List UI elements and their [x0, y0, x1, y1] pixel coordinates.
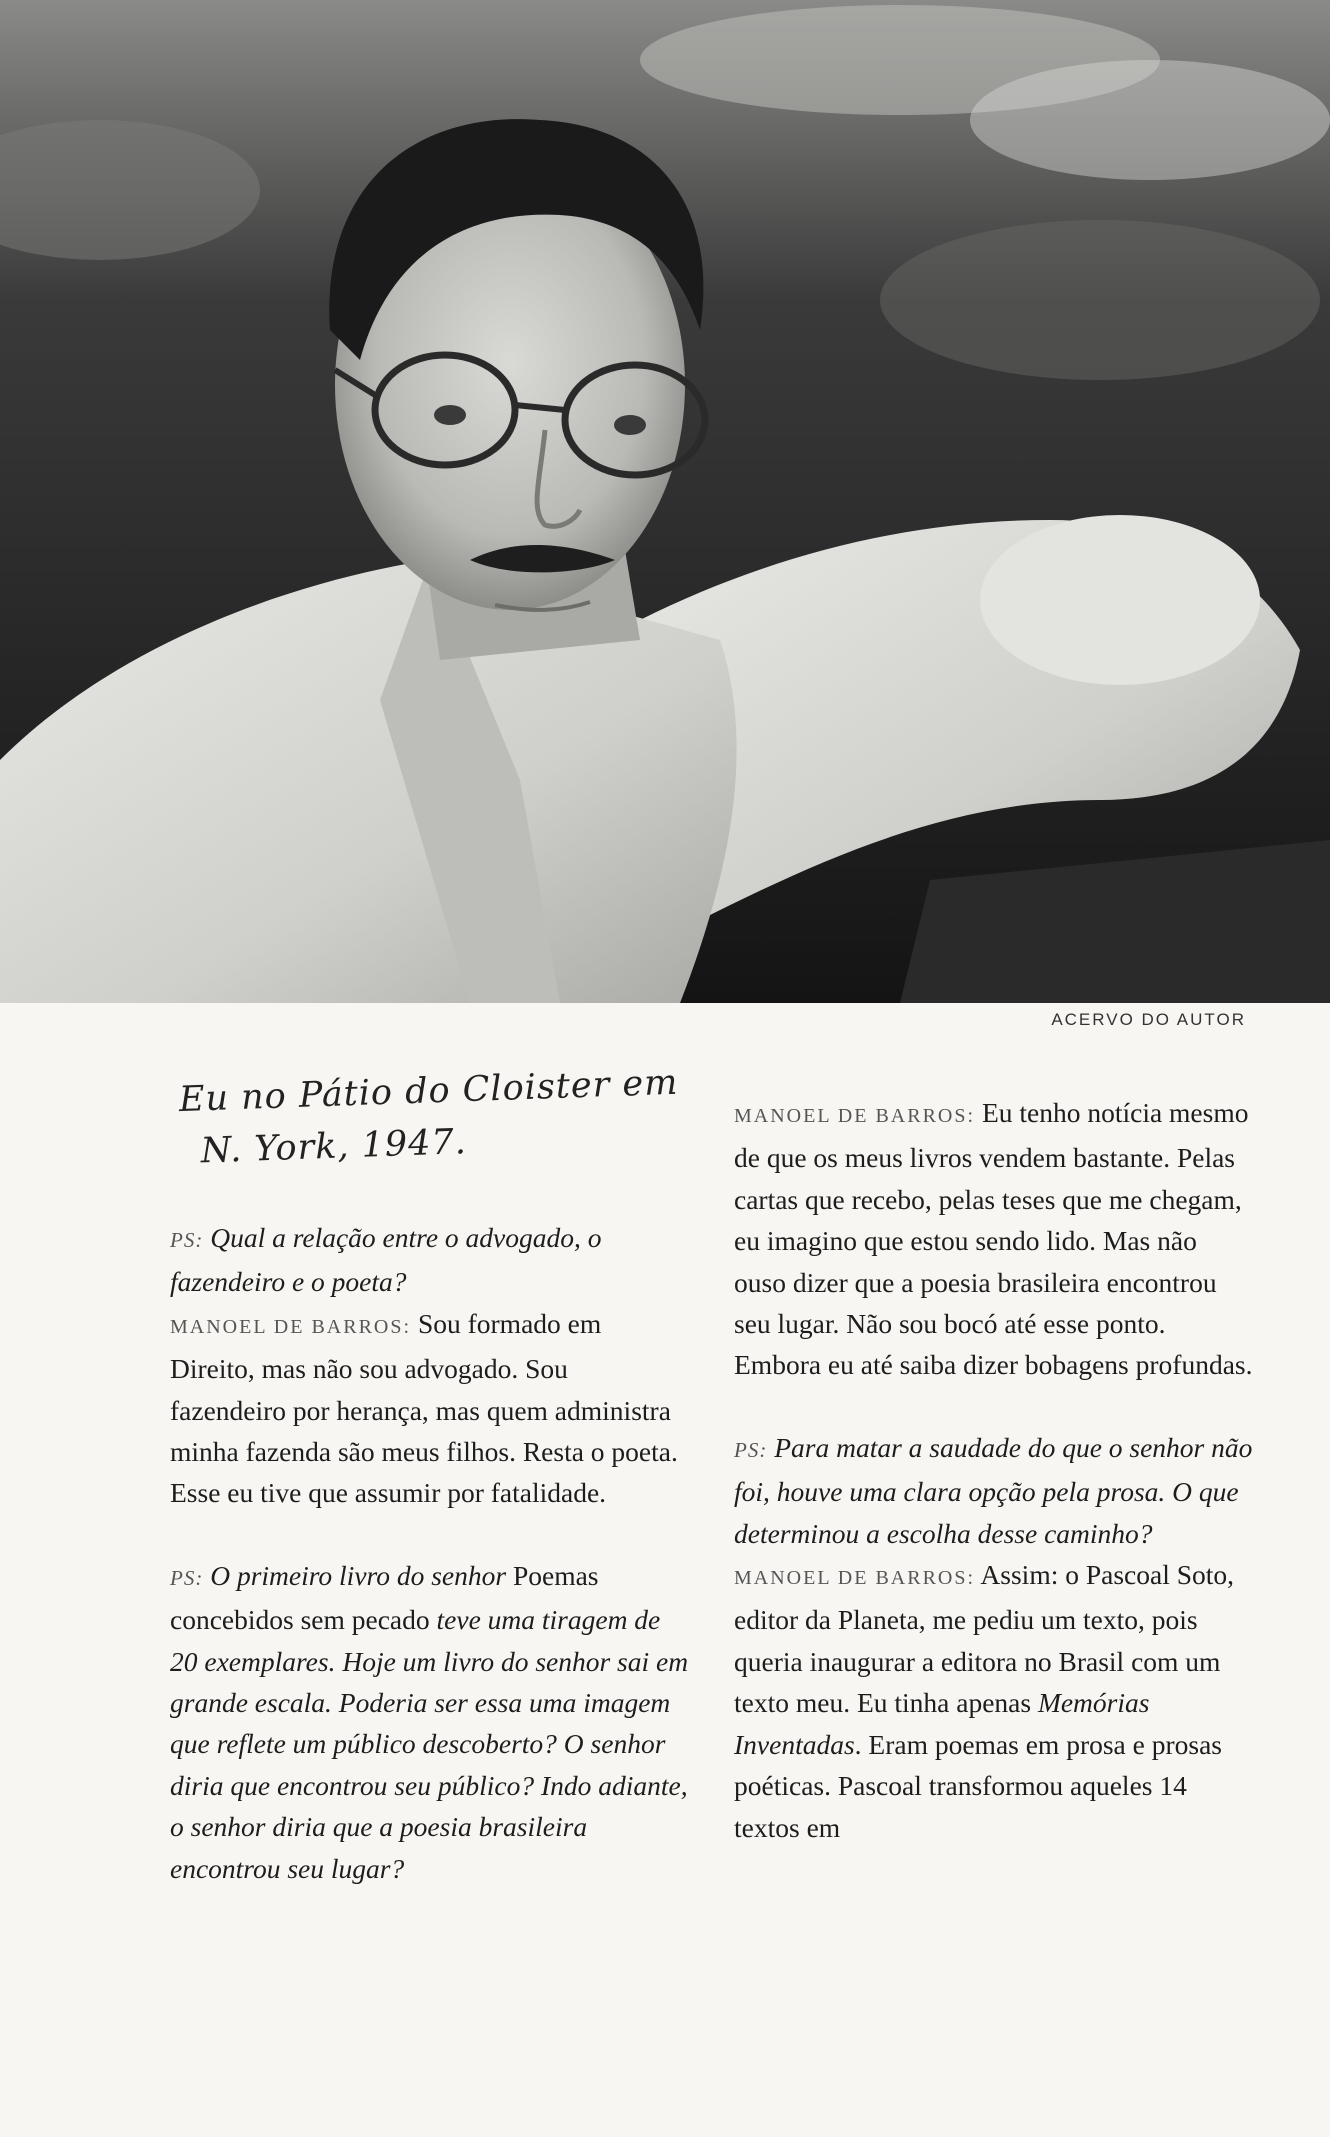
question-1 [170, 1217, 690, 1303]
question-text-cont: teve uma tiragem de 20 exemplares. Hoje um livro do senhor sai em grande escala. Poderia ser essa uma imagem que reflete um público descoberto? O senhor diria que encontrou seu público? Indo adiante, o senhor diria que a poesia brasileira encontrou seu lugar? [170, 1604, 689, 1884]
author-photo [0, 0, 1330, 1003]
right-column [734, 1092, 1254, 1848]
speaker-label: MANOEL DE BARROS: [734, 1105, 976, 1127]
speaker-label: MANOEL DE BARROS: [170, 1315, 412, 1338]
answer-3 [734, 1554, 1254, 1848]
answer-text: Eu tenho notícia mesmo de que os meus livros vendem bastante. Pelas cartas que recebo, pelas teses que me chegam, eu imagino que estou sendo lido. Mas não ouso dizer que a poesia brasileira encontrou seu lugar. Não sou bocó até esse ponto. Embora eu até saiba dizer bobagens profundas. [734, 1097, 1253, 1381]
question-2 [170, 1555, 690, 1889]
portrait-image [0, 0, 1330, 1003]
handwritten-caption-line1: Eu no Pátio do Cloister em [178, 1062, 679, 1121]
question-3 [734, 1427, 1254, 1554]
photo-credit: ACERVO DO AUTOR [1051, 1010, 1246, 1029]
question-text: Para matar a saudade do que o senhor não foi, houve uma clara opção pela prosa. O que determinou a escolha desse caminho? [734, 1431, 1253, 1549]
ps-label: PS: [170, 1228, 204, 1252]
ps-label: PS: [170, 1565, 204, 1590]
answer-text-cont: . Eram poemas em prosa e prosas poéticas. Pascoal transformou aqueles 14 textos em [734, 1728, 1222, 1843]
answer-2 [734, 1092, 1254, 1386]
ps-label: PS: [734, 1437, 768, 1462]
answer-1 [170, 1303, 690, 1514]
left-column [170, 1217, 690, 1889]
speaker-label: MANOEL DE BARROS: [734, 1567, 976, 1590]
answer-text: Assim: o Pascoal Soto, editor da Planeta, me pediu um texto, pois queria inaugurar a editora no Brasil com um texto meu. Eu tinha apenas [734, 1559, 1235, 1719]
book-title: Memórias Inventadas [734, 1687, 1150, 1760]
handwritten-caption [178, 1056, 702, 1194]
question-text: Qual a relação entre o advogado, o fazendeiro e o poeta? [170, 1222, 602, 1298]
book-title: Poemas concebidos sem pecado [170, 1559, 599, 1636]
handwritten-caption-line2: N. York, 1947. [200, 1122, 468, 1172]
question-text: O primeiro livro do senhor [210, 1559, 507, 1591]
answer-text: Sou formado em Direito, mas não sou advogado. Sou fazendeiro por herança, mas quem administra minha fazenda são meus filhos. Resta o poeta. Esse eu tive que assumir por fatalidade. [170, 1307, 678, 1509]
